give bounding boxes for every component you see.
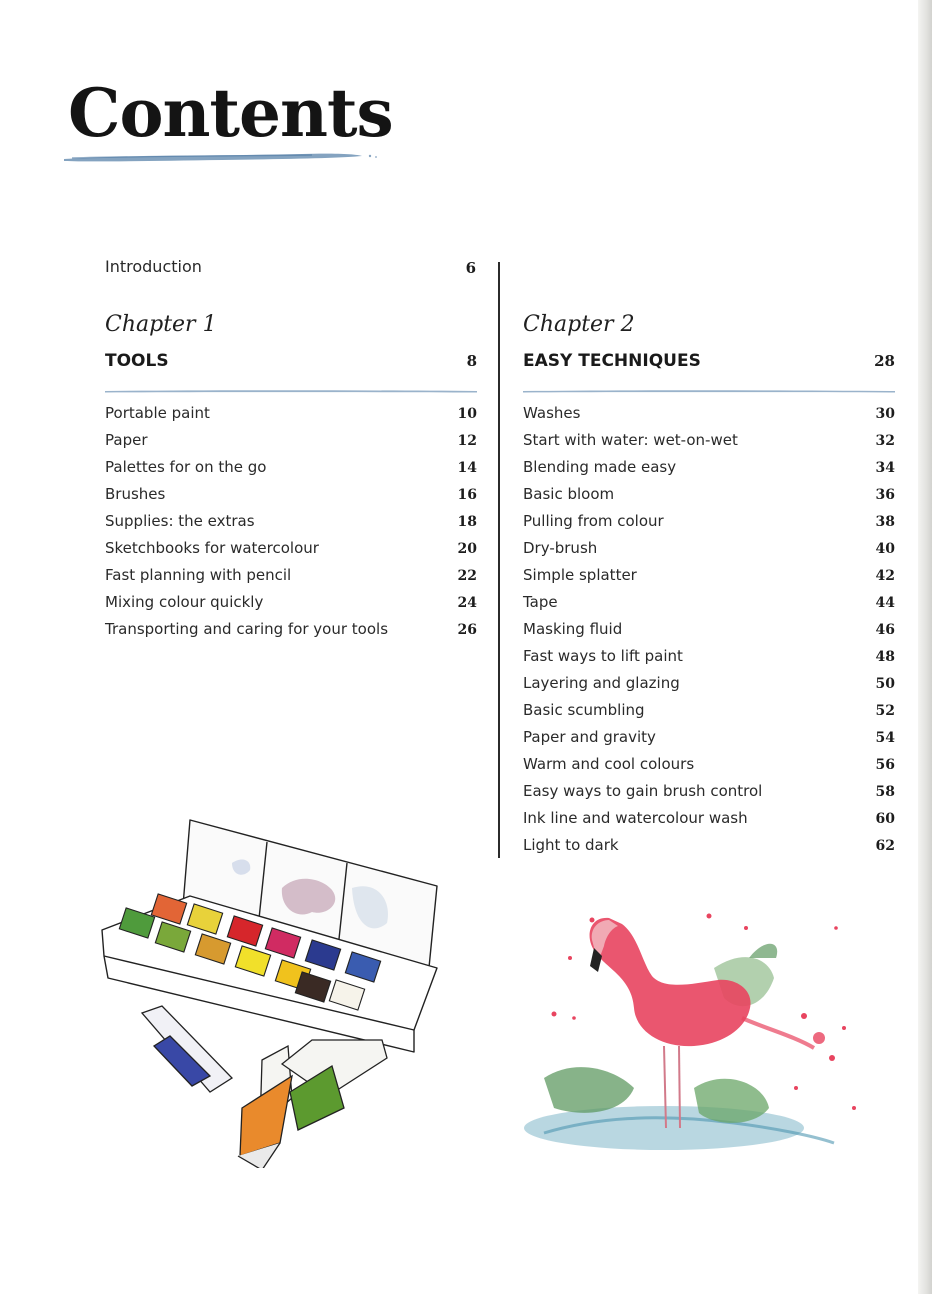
toc-entry-page: 16 [457,487,477,503]
chapter-2-list [523,400,895,859]
toc-row[interactable] [523,751,895,778]
toc-entry-page: 32 [875,433,895,449]
toc-introduction-label[interactable]: Introduction [105,257,202,276]
toc-entry-label: Mixing colour quickly [105,593,264,611]
column-divider [498,262,500,858]
toc-entry-page: 62 [875,838,895,854]
toc-entry-label: Paper [105,431,148,449]
toc-row[interactable] [523,643,895,670]
toc-row[interactable] [105,508,477,535]
chapter-2-page: 28 [874,352,895,370]
chapter-2-heading[interactable] [523,342,895,380]
toc-entry-page: 12 [457,433,477,449]
toc-introduction-page: 6 [465,259,476,277]
toc-entry-label: Brushes [105,485,166,503]
toc-entry-label: Palettes for on the go [105,458,267,476]
toc-entry-page: 38 [875,514,895,530]
chapter-1-column [105,308,477,643]
toc-row[interactable] [523,724,895,751]
toc-entry-label: Easy ways to gain brush control [523,782,763,800]
toc-entry-label: Fast ways to lift paint [523,647,683,665]
toc-entry-label: Portable paint [105,404,210,422]
toc-entry-page: 48 [875,649,895,665]
toc-entry-page: 18 [457,514,477,530]
toc-entry-page: 44 [875,595,895,611]
page-title: Contents [68,74,393,152]
toc-entry-page: 22 [457,568,477,584]
toc-row[interactable] [523,805,895,832]
toc-row[interactable] [523,454,895,481]
toc-row[interactable] [523,535,895,562]
chapter-2-title: EASY TECHNIQUES [523,351,701,371]
toc-entry-page: 52 [875,703,895,719]
toc-row[interactable] [523,778,895,805]
toc-row[interactable] [523,400,895,427]
toc-entry-label: Transporting and caring for your tools [105,620,389,638]
toc-row[interactable] [105,427,477,454]
chapter-1-list [105,400,477,643]
toc-entry-label: Basic scumbling [523,701,645,719]
toc-entry-page: 10 [457,406,477,422]
toc-entry-page: 36 [875,487,895,503]
flamingo-illustration [514,898,874,1178]
toc-entry-label: Sketchbooks for watercolour [105,539,319,557]
toc-entry-label: Fast planning with pencil [105,566,292,584]
toc-row[interactable] [105,454,477,481]
toc-row[interactable] [105,535,477,562]
chapter-1-page: 8 [466,352,477,370]
toc-entry-page: 60 [875,811,895,827]
toc-row[interactable] [105,562,477,589]
toc-entry-label: Pulling from colour [523,512,664,530]
toc-row[interactable] [523,616,895,643]
toc-row[interactable] [523,508,895,535]
toc-entry-page: 26 [457,622,477,638]
toc-entry-page: 30 [875,406,895,422]
toc-entry-label: Dry-brush [523,539,598,557]
toc-entry-page: 58 [875,784,895,800]
toc-entry-page: 40 [875,541,895,557]
toc-entry-label: Start with water: wet-on-wet [523,431,738,449]
toc-row[interactable] [105,400,477,427]
toc-entry-label: Simple splatter [523,566,637,584]
toc-entry-label: Ink line and watercolour wash [523,809,748,827]
chapter-2-column [523,308,895,859]
toc-entry-page: 24 [457,595,477,611]
toc-entry-page: 50 [875,676,895,692]
paint-box-illustration [92,808,452,1168]
toc-entry-label: Basic bloom [523,485,615,503]
toc-entry-label: Paper and gravity [523,728,656,746]
chapter-1-title: TOOLS [105,351,169,371]
toc-entry-label: Washes [523,404,581,422]
toc-entry-label: Warm and cool colours [523,755,695,773]
toc-row[interactable] [523,697,895,724]
toc-row[interactable] [523,589,895,616]
title-brush-stroke [62,150,382,166]
toc-row[interactable] [105,481,477,508]
toc-row[interactable] [523,670,895,697]
toc-entry-page: 54 [875,730,895,746]
chapter-2-wash-line [523,388,895,394]
toc-row[interactable] [105,589,477,616]
toc-row[interactable] [523,427,895,454]
toc-row[interactable] [523,562,895,589]
toc-entry-page: 20 [457,541,477,557]
toc-entry-label: Light to dark [523,836,619,854]
toc-entry-page: 56 [875,757,895,773]
toc-entry-page: 14 [457,460,477,476]
toc-entry-label: Supplies: the extras [105,512,255,530]
chapter-1-wash-line [105,388,477,394]
toc-row[interactable] [523,832,895,859]
toc-entry-label: Layering and glazing [523,674,680,692]
page-edge-shadow [918,0,932,1294]
toc-entry-label: Tape [523,593,558,611]
chapter-1-label: Chapter 1 [105,312,217,337]
toc-row[interactable] [105,616,477,643]
chapter-1-heading[interactable] [105,342,477,380]
toc-entry-page: 34 [875,460,895,476]
toc-entry-label: Blending made easy [523,458,677,476]
toc-row[interactable] [523,481,895,508]
chapter-2-label: Chapter 2 [523,312,635,337]
toc-entry-label: Masking fluid [523,620,623,638]
toc-entry-page: 42 [875,568,895,584]
toc-entry-page: 46 [875,622,895,638]
